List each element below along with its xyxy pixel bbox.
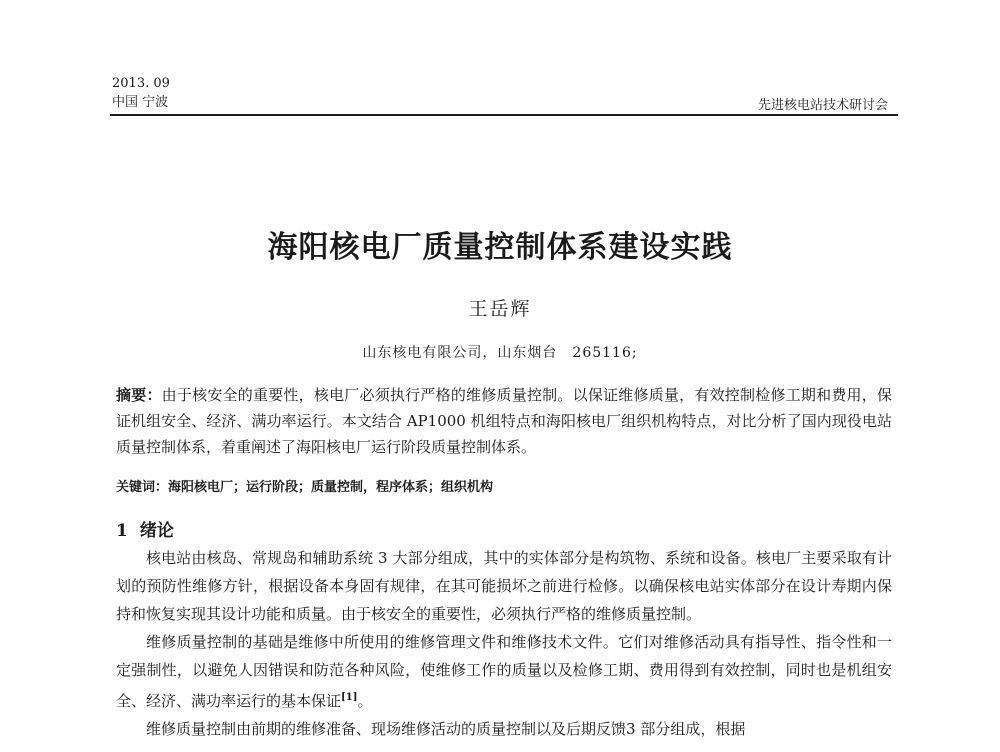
paper-author: 王岳辉 [468, 298, 532, 320]
header-location: 中国 宁波 [112, 95, 169, 110]
abstract [116, 382, 892, 460]
header-date: 2013. 09 [112, 76, 170, 91]
paper-title: 海阳核电厂质量控制体系建设实践 [267, 230, 733, 265]
abstract-label: 摘要： [116, 386, 162, 404]
paragraph-3: 维修质量控制由前期的维修准备、现场维修活动的质量控制以及后期反馈3 部分组成，根据 [146, 720, 746, 738]
abstract-text: 由于核安全的重要性，核电厂必须执行严格的维修质量控制。以保证维修质量，有效控制检修工期和费用，保证机组安全、经济、满功率运行。本文结合 AP1000 机组特点和海阳核电厂组织机构特点，对比分析了国内现役电站质量控制体系，着重阐述了海阳核电厂运行阶段质量控制体系。 [116, 386, 892, 456]
paper-affiliation: 山东核电有限公司，山东烟台 265116; [362, 345, 638, 361]
paragraph-1: 核电站由核岛、常规岛和辅助系统 3 大部分组成，其中的实体部分是构筑物、系统和设备。核电厂主要采取有计划的预防性维修方针，根据设备本身固有规律，在其可能损坏之前进行检修。以确保核电站实体部分在设计寿期内保持和恢复实现其设计功能和质量。由于核安全的重要性，必须执行严格的维修质量控制。 [116, 549, 892, 623]
paragraph-2 [116, 628, 892, 715]
paragraph-2-end: 。 [357, 692, 373, 710]
section-number: 1 [116, 521, 128, 541]
section-title: 绪论 [139, 521, 174, 541]
keywords-label: 关键词： [116, 480, 169, 495]
citation-ref: [1] [341, 692, 358, 703]
paragraph-2-text: 维修质量控制的基础是维修中所使用的维修管理文件和维修技术文件。它们对维修活动具有指导性、指令性和一定强制性，以避免人因错误和防范各种风险，使维修工作的质量以及检修工期、费用得到有效控制，同时也是机组安全、经济、满功率运行的基本保证 [116, 633, 892, 710]
keywords [116, 476, 892, 495]
keywords-text: 海阳核电厂；运行阶段；质量控制，程序体系；组织机构 [168, 480, 494, 495]
section-heading [116, 516, 174, 541]
header-rule [110, 114, 898, 116]
header-conference: 先进核电站技术研讨会 [757, 98, 888, 113]
body-text [116, 544, 892, 743]
header-meta [112, 74, 170, 112]
